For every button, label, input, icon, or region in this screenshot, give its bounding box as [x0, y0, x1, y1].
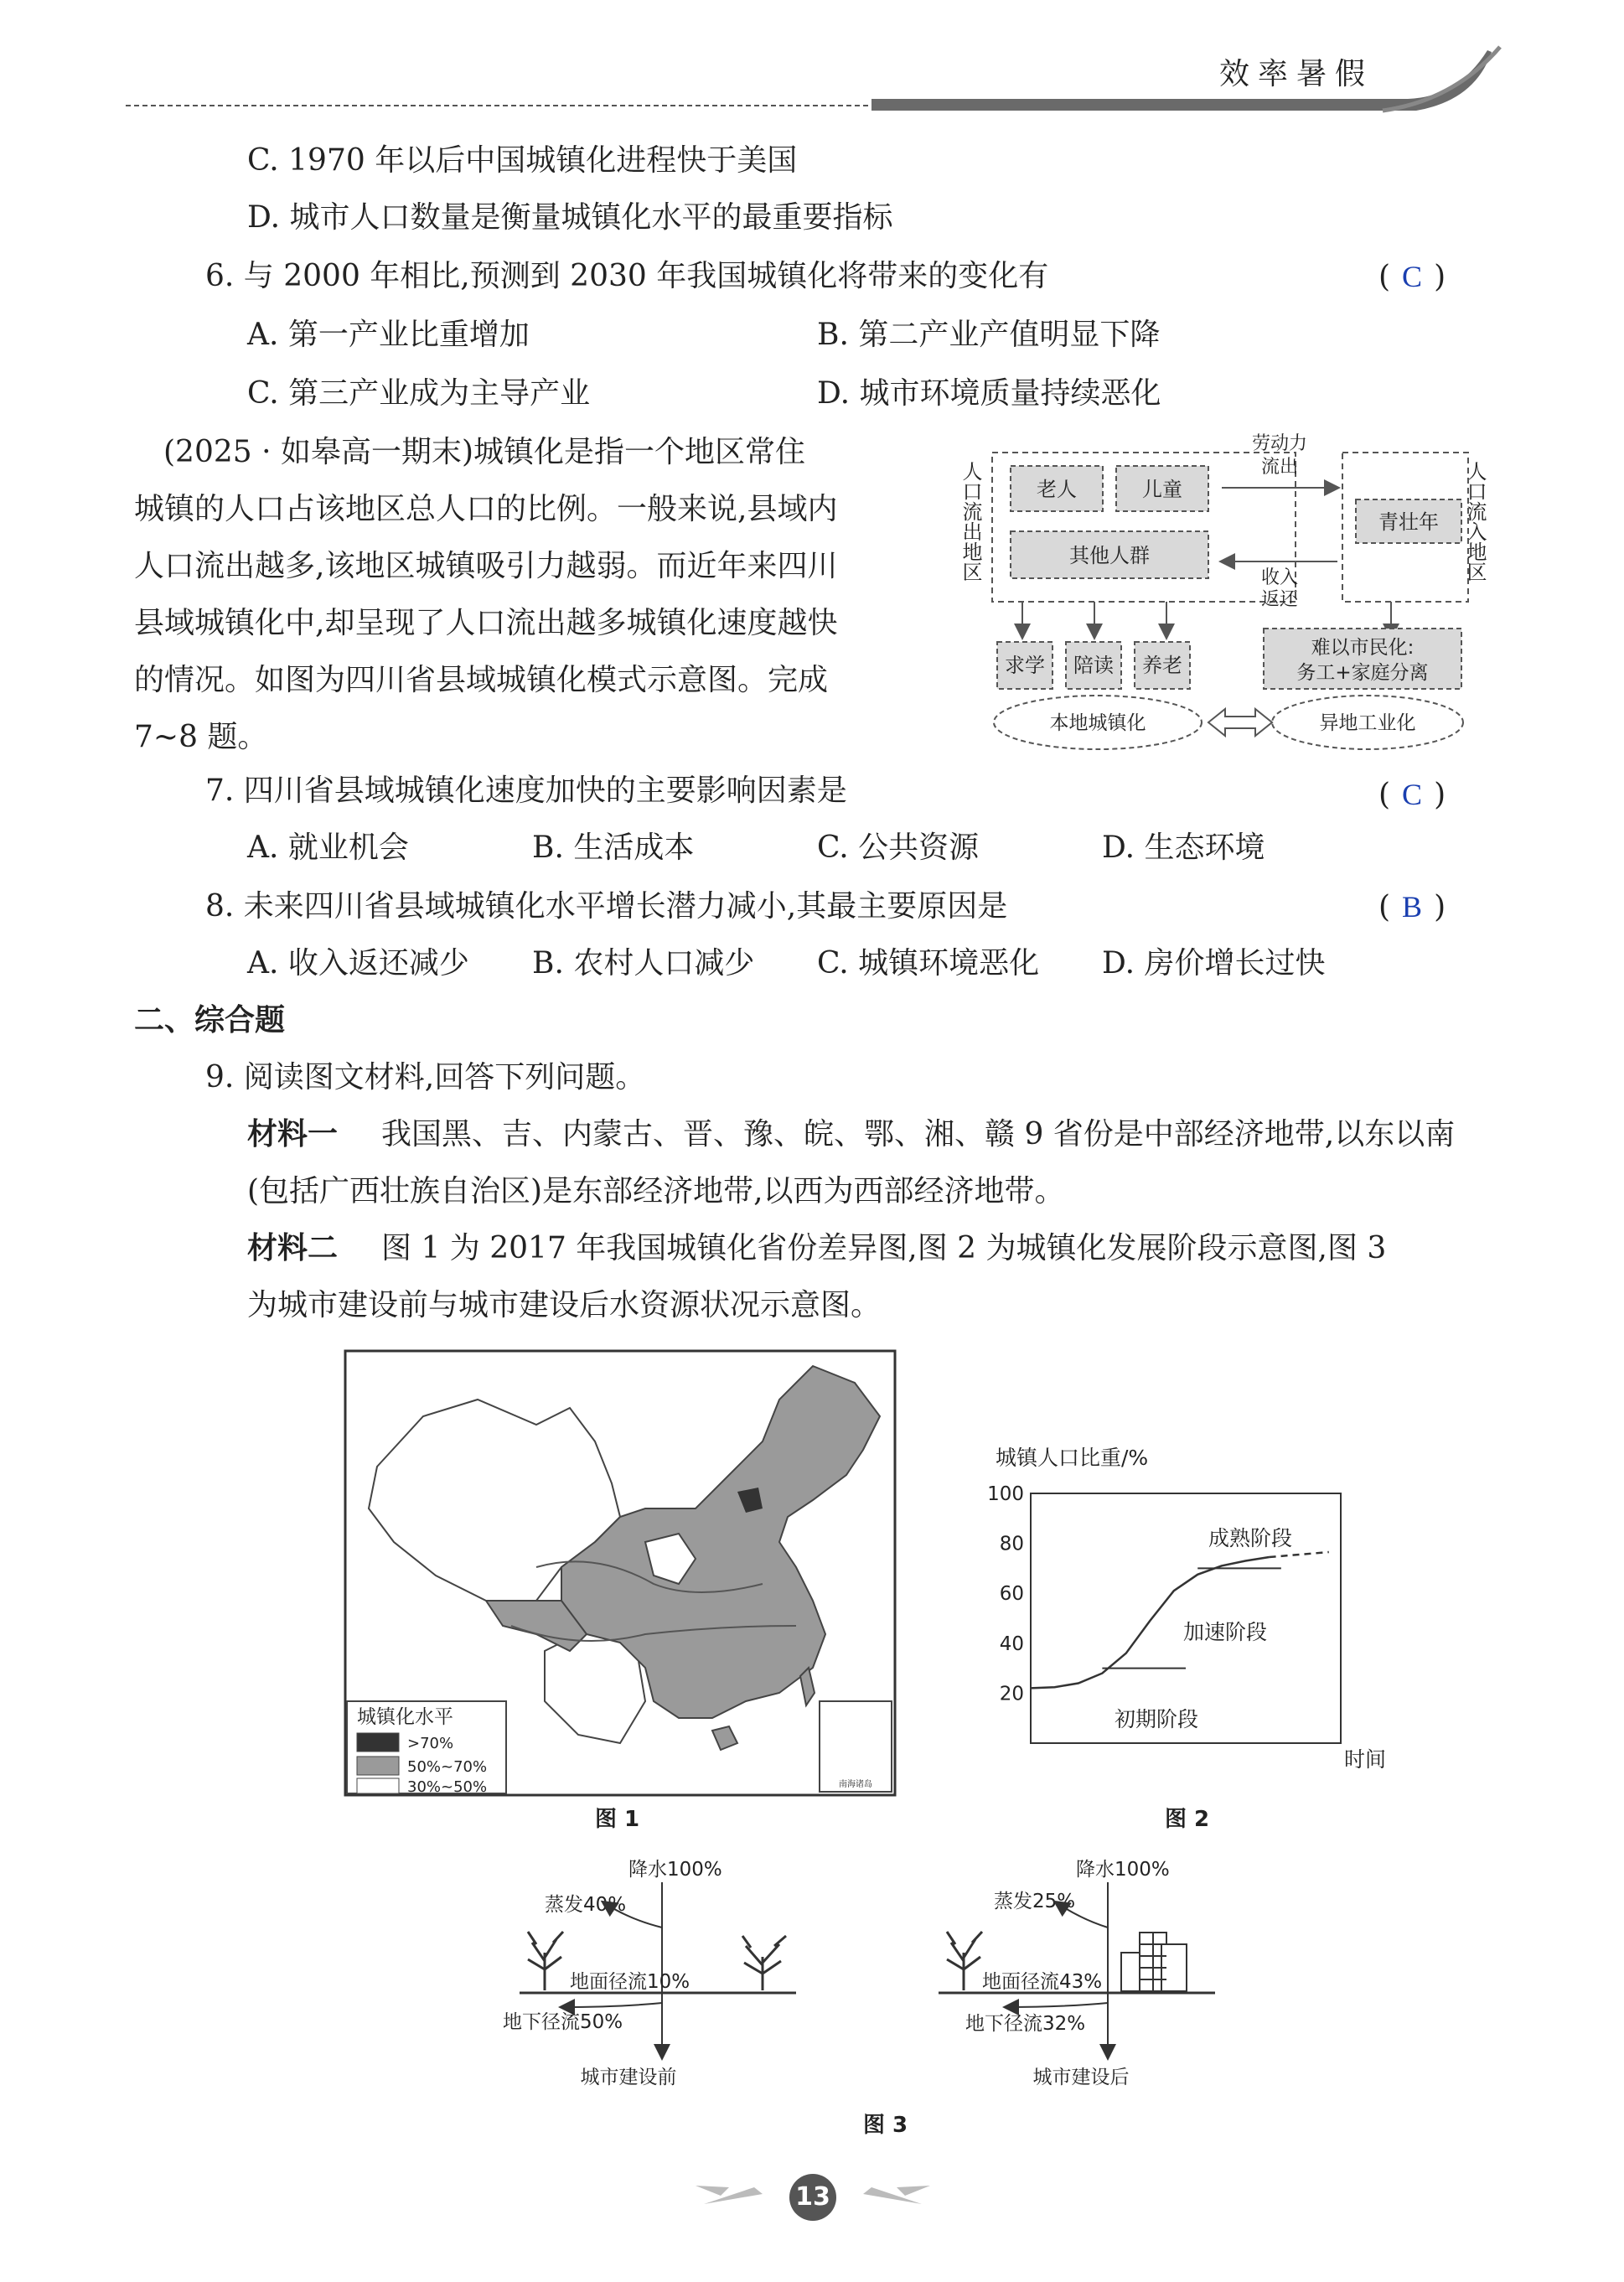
before-rain: 降水100% — [628, 1859, 722, 1881]
chart-xlabel: 时间 — [1344, 1747, 1387, 1772]
page-header — [0, 0, 1624, 117]
children-label: 儿童 — [1142, 478, 1182, 501]
material-1-text-1: 我国黑、吉、内蒙古、晋、豫、皖、鄂、湘、赣 9 省份是中部经济地带,以东以南 — [381, 1117, 1456, 1151]
figure-2-caption: 图 2 — [1165, 1807, 1210, 1832]
y-tick-label: 20 — [999, 1683, 1024, 1705]
double-arrow-icon — [1208, 709, 1272, 736]
material-2-text-2: 为城市建设前与城市建设后水资源状况示意图。 — [247, 1288, 882, 1322]
page-number: 13 — [795, 2182, 830, 2212]
chart-ylabel: 城镇人口比重/% — [996, 1446, 1149, 1470]
remote-label: 异地工业化 — [1319, 712, 1416, 734]
intro-line-5: 的情况。如图为四川省县域城镇化模式示意图。完成 — [134, 663, 829, 697]
urbanization-diagram — [955, 427, 1492, 754]
question-9: 9. 阅读图文材料,回答下列问题。 — [205, 1060, 646, 1094]
answer-8-letter: B — [1402, 890, 1423, 924]
before-ground: 地下径流50% — [503, 2011, 623, 2033]
after-evap: 蒸发25% — [994, 1891, 1076, 1912]
income-back-label-1: 收入 — [1260, 567, 1299, 588]
material-2-text-1: 图 1 为 2017 年我国城镇化省份差异图,图 2 为城镇化发展阶段示意图,图 3 — [381, 1231, 1387, 1265]
legend-title: 城镇化水平 — [357, 1706, 453, 1728]
star-left-icon — [696, 2186, 763, 2204]
answer-6-letter: C — [1402, 260, 1423, 293]
before-evap: 蒸发40% — [545, 1894, 627, 1916]
intro-line-6: 7~8 题。 — [134, 720, 268, 754]
answer-7-letter: C — [1402, 778, 1423, 811]
inset-box — [820, 1701, 892, 1792]
y-tick-label: 60 — [999, 1583, 1024, 1606]
y-tick-label: 100 — [989, 1483, 1024, 1505]
section-2-heading: 二、综合题 — [134, 1003, 286, 1038]
question-6: 6. 与 2000 年相比,预测到 2030 年我国城镇化将带来的变化有 — [205, 259, 1049, 293]
figure-1-map — [344, 1349, 897, 1802]
material-1-text-2: (包括广西壮族自治区)是东部经济地带,以西为西部经济地带。 — [247, 1174, 1065, 1208]
figure-3-caption: 图 3 — [863, 2113, 908, 2138]
after-rain: 降水100% — [1076, 1859, 1170, 1881]
before-label: 城市建设前 — [580, 2067, 677, 2088]
q8-option-a: A. 收入返还减少 — [247, 946, 469, 981]
y-tick-label: 80 — [999, 1533, 1024, 1555]
answer-7: ( C ) — [1378, 778, 1446, 812]
intro-line-2: 城镇的人口占该地区总人口的比例。一般来说,县域内 — [134, 492, 838, 526]
after-surface: 地面径流43% — [982, 1971, 1103, 1993]
material-1-label: 材料一 — [247, 1117, 339, 1151]
elder-label: 老人 — [1037, 478, 1077, 501]
local-label: 本地城镇化 — [1049, 712, 1146, 734]
header-title: 效率暑假 — [1219, 57, 1374, 91]
others-label: 其他人群 — [1069, 544, 1150, 567]
urbanization-curve-forecast — [1270, 1552, 1329, 1557]
tree-icon-3 — [947, 1932, 982, 1990]
figure-3-after — [913, 1852, 1249, 2095]
material-2-label: 材料二 — [247, 1231, 339, 1265]
q6-option-d: D. 城市环境质量持续恶化 — [817, 376, 1161, 411]
figure-2-chart — [989, 1441, 1425, 1793]
difficult-label-2: 务工+家庭分离 — [1296, 662, 1429, 684]
tree-icon-2 — [742, 1936, 786, 1990]
q5-option-d: D. 城市人口数量是衡量城镇化水平的最重要指标 — [247, 200, 893, 235]
header-decoration — [0, 0, 1624, 117]
before-surface: 地面径流10% — [570, 1971, 690, 1993]
q7-option-c: C. 公共资源 — [817, 831, 980, 865]
q8-option-d: D. 房价增长过快 — [1102, 946, 1326, 981]
after-label: 城市建设后 — [1032, 2067, 1130, 2088]
legend-item-0: >70% — [407, 1735, 454, 1752]
q6-option-a: A. 第一产业比重增加 — [247, 318, 530, 352]
stage-initial: 初期阶段 — [1115, 1707, 1199, 1731]
q7-option-b: B. 生活成本 — [532, 831, 695, 865]
left-side-label: 人口流出地区 — [959, 461, 982, 582]
difficult-label-1: 难以市民化: — [1311, 637, 1415, 659]
building-icon — [1121, 1933, 1187, 1991]
question-8: 8. 未来四川省县域城镇化水平增长潜力减小,其最主要原因是 — [205, 889, 1008, 924]
youth-label: 青壮年 — [1378, 510, 1439, 534]
figure-1-caption: 图 1 — [595, 1807, 640, 1832]
stage-mature: 成熟阶段 — [1208, 1526, 1293, 1550]
q5-option-c: C. 1970 年以后中国城镇化进程快于美国 — [247, 143, 798, 178]
intro-line-3: 人口流出越多,该地区城镇吸引力越弱。而近年来四川 — [134, 549, 838, 583]
q7-option-d: D. 生态环境 — [1102, 831, 1265, 865]
figure-3-before — [494, 1852, 830, 2095]
accompany-label: 陪读 — [1073, 654, 1114, 677]
q7-option-a: A. 就业机会 — [247, 831, 409, 865]
q6-option-b: B. 第二产业产值明显下降 — [817, 318, 1161, 352]
page-footer — [670, 2162, 955, 2229]
star-right-icon — [863, 2186, 930, 2204]
tree-icon — [528, 1932, 563, 1990]
intro-line-4: 县域城镇化中,却呈现了人口流出越多城镇化速度越快 — [134, 606, 838, 640]
right-side-label: 人口流入地区 — [1463, 461, 1487, 582]
after-ground: 地下径流32% — [965, 2013, 1086, 2035]
q6-option-c: C. 第三产业成为主导产业 — [247, 376, 591, 411]
legend-item-2: 30%~50% — [407, 1778, 488, 1796]
labor-out-label-1: 劳动力 — [1251, 433, 1308, 454]
intro-line-1: (2025 · 如皋高一期末)城镇化是指一个地区常住 — [163, 435, 806, 469]
stage-accelerate: 加速阶段 — [1183, 1620, 1268, 1644]
q8-option-b: B. 农村人口减少 — [532, 946, 755, 981]
chart-frame — [1031, 1493, 1341, 1743]
answer-6: ( C ) — [1378, 260, 1446, 294]
y-tick-label: 40 — [999, 1633, 1024, 1655]
question-7: 7. 四川省县域城镇化速度加快的主要影响因素是 — [205, 774, 847, 808]
labor-out-label-2: 流出 — [1260, 457, 1299, 478]
study-label: 求学 — [1005, 654, 1045, 677]
income-back-label-2: 返还 — [1260, 589, 1299, 610]
legend-item-1: 50%~70% — [407, 1758, 488, 1776]
answer-8: ( B ) — [1378, 890, 1446, 924]
retire-label: 养老 — [1142, 654, 1182, 677]
inset-label: 南海诸岛 — [839, 1780, 872, 1789]
q8-option-c: C. 城镇环境恶化 — [817, 946, 1040, 981]
